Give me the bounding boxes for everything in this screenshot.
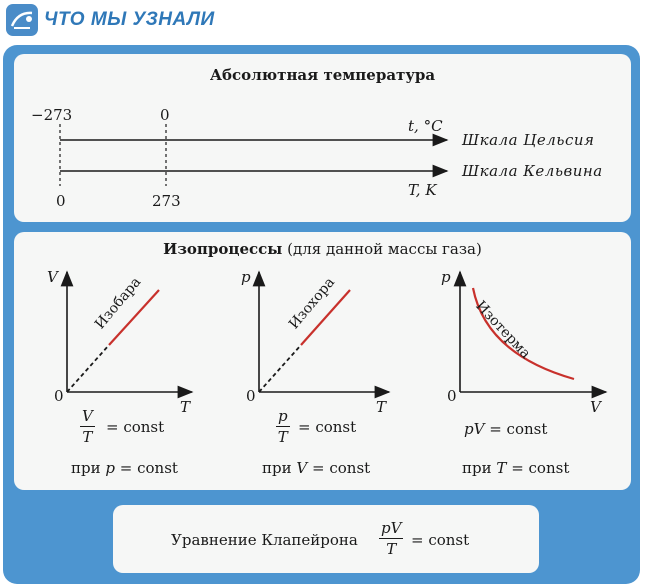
isochore-extrapolation — [259, 345, 301, 392]
isobar-label: Изобара — [92, 274, 145, 333]
clapeyron-numerator: pV — [381, 519, 402, 537]
isochore-condition-rhs: = const — [312, 459, 371, 477]
isotherm-condition-rhs: = const — [511, 459, 570, 477]
graph2-origin: 0 — [246, 387, 256, 405]
isobar-formula-numerator: V — [82, 407, 93, 425]
graph2-y-axis-label: p — [241, 268, 251, 286]
isoprocess-graphs — [14, 232, 631, 490]
graph3-x-axis-label: V — [590, 398, 601, 416]
clapeyron-fraction — [379, 518, 403, 559]
isochore-condition — [262, 459, 370, 477]
isotherm-condition-var: T — [496, 459, 507, 477]
isobar-formula-denominator: T — [82, 428, 93, 446]
graph1-origin: 0 — [54, 387, 64, 405]
temperature-title: Абсолютная температура — [209, 66, 436, 84]
clapeyron-denominator: T — [386, 540, 397, 558]
isobar-condition — [71, 459, 178, 477]
isochore-formula-denominator: T — [277, 428, 288, 446]
graph3-y-axis-label: p — [441, 268, 451, 286]
celsius-min-label: −273 — [31, 106, 73, 124]
book-icon — [6, 4, 38, 36]
graph3-origin: 0 — [447, 387, 457, 405]
kelvin-unit: T, K — [408, 181, 437, 199]
isobar-condition-prefix: при — [71, 459, 101, 477]
isobar-formula-rhs: = const — [106, 418, 165, 436]
isotherm-condition — [462, 459, 569, 477]
isotherm-condition-prefix: при — [462, 459, 492, 477]
graph1-y-axis-label: V — [47, 268, 58, 286]
isotherm-formula-rhs: = const — [489, 420, 548, 438]
isobar-condition-rhs: = const — [119, 459, 178, 477]
section-title: ЧТО МЫ УЗНАЛИ — [44, 9, 215, 30]
temperature-panel — [14, 54, 631, 222]
isochore-formula-numerator: p — [278, 407, 288, 425]
isochore-label: Изохора — [286, 274, 339, 333]
clapeyron-rhs: = const — [411, 531, 470, 549]
clapeyron-label: Уравнение Клапейрона — [171, 531, 358, 549]
isoprocesses-subtitle: (для данной массы газа) — [287, 240, 482, 258]
kelvin-273-label: 273 — [152, 192, 181, 210]
isotherm-label: Изотерма — [472, 298, 534, 362]
isochore-formula-fraction — [276, 406, 290, 447]
kelvin-scale-name: Шкала Кельвина — [462, 162, 603, 180]
isochore-condition-var: V — [296, 459, 308, 477]
isochore-condition-prefix: при — [262, 459, 292, 477]
isobar-condition-var: p — [105, 459, 115, 477]
isoprocesses-panel — [14, 232, 631, 490]
clapeyron-panel — [113, 505, 539, 573]
isotherm-graph — [460, 272, 606, 392]
kelvin-zero-label: 0 — [56, 192, 66, 210]
graph1-x-axis-label: T — [180, 398, 191, 416]
graph2-x-axis-label: T — [376, 398, 387, 416]
isoprocesses-title: Изопроцессы — [163, 240, 283, 258]
celsius-zero-label: 0 — [160, 106, 170, 124]
isobar-formula-fraction — [80, 406, 95, 447]
isotherm-formula-lhs: pV — [464, 420, 485, 438]
celsius-unit: t, °C — [408, 117, 443, 135]
celsius-scale-name: Шкала Цельсия — [462, 131, 595, 149]
isobar-extrapolation — [67, 345, 109, 392]
isochore-formula-rhs: = const — [298, 418, 357, 436]
isotherm-formula — [464, 420, 547, 438]
